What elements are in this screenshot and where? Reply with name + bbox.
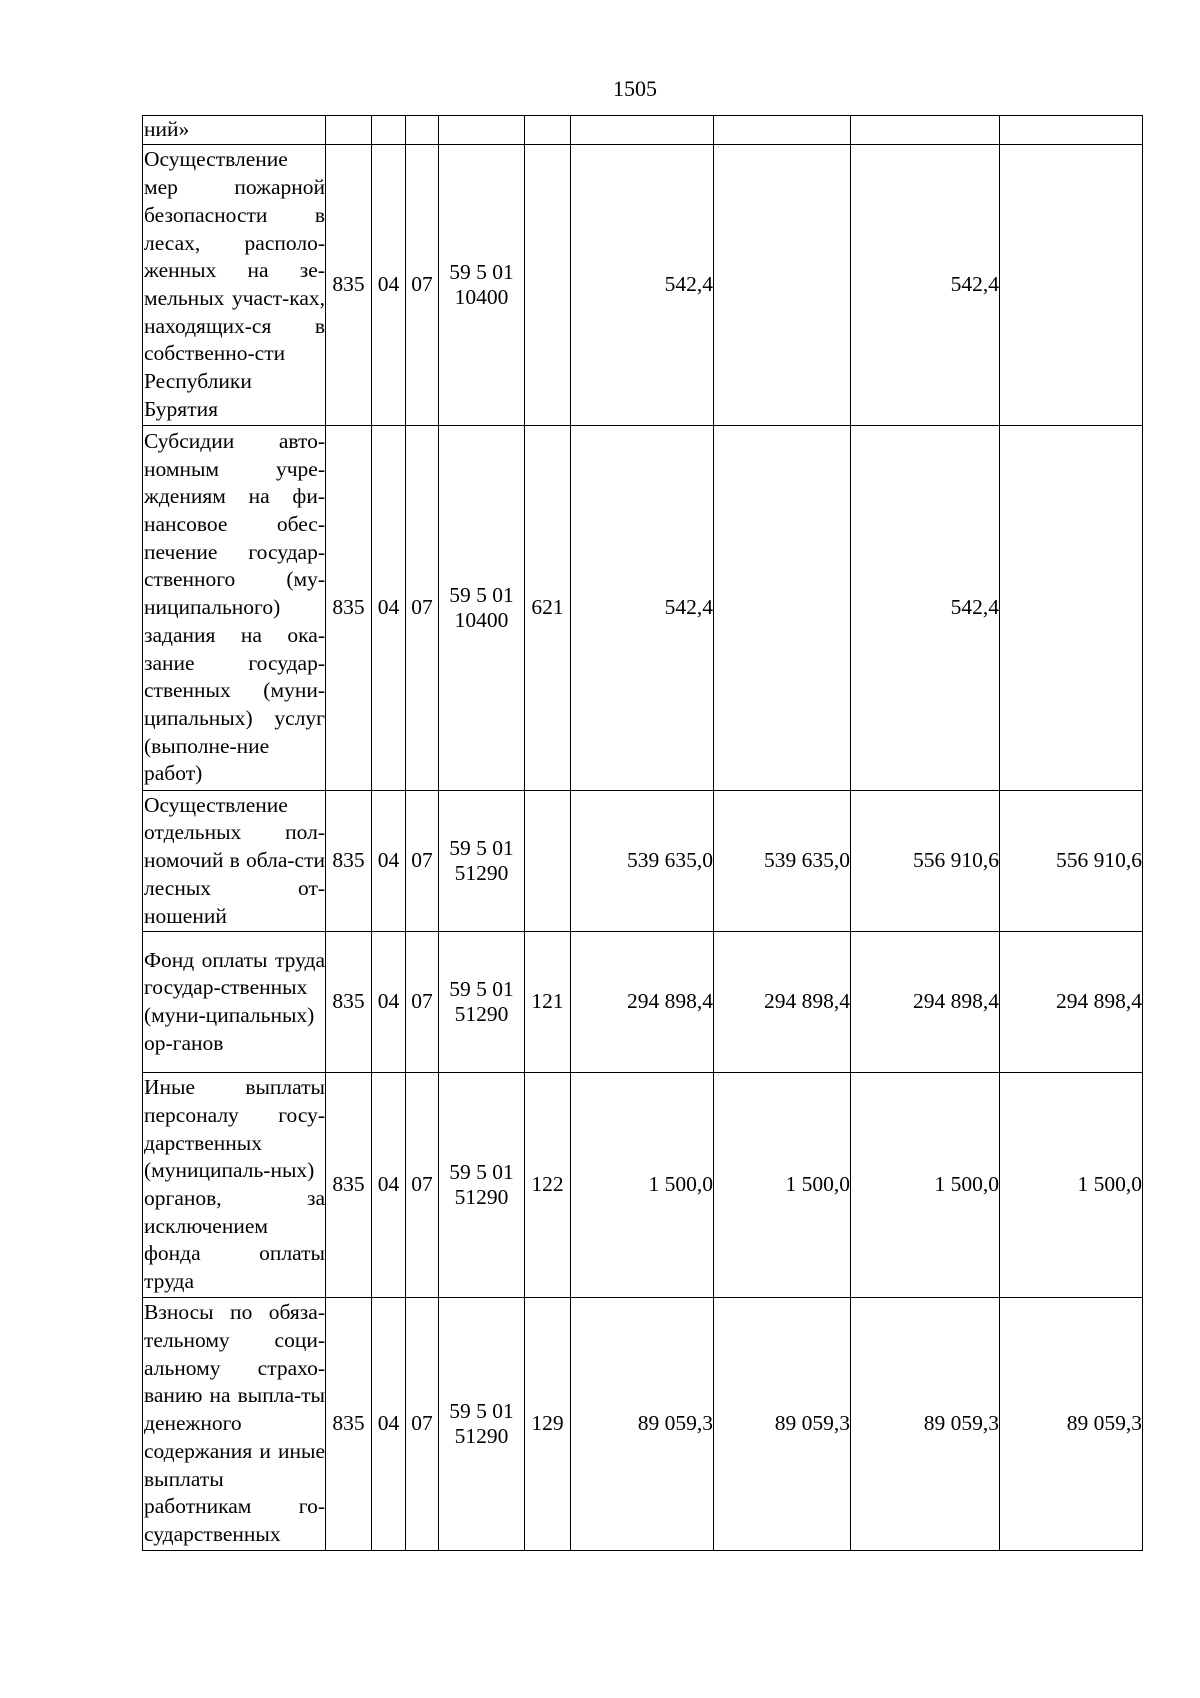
table-row — [143, 1298, 1143, 1551]
section-code: 04 — [372, 145, 406, 426]
item-name: Осуществление отдельных пол-номочий в обла-сти лесных от-ношений — [143, 791, 326, 932]
expense-type: 122 — [525, 1073, 571, 1298]
section-code: 04 — [372, 1073, 406, 1298]
target-article-part: 10400 — [454, 285, 509, 309]
target-article-part: 51290 — [454, 1185, 509, 1209]
item-name: Субсидии авто-номным учре-ждениям на фи-нансовое обес-печение государ-ственного (му-ниципального) задания на ока-зание государ-ственных (муни-ципальных) услуг (выполне-ние работ) — [143, 426, 326, 791]
subsection-code: 07 — [406, 145, 439, 426]
table-row — [143, 145, 1143, 426]
table-row — [143, 1073, 1143, 1298]
target-article — [439, 426, 525, 791]
table-row — [143, 426, 1143, 791]
target-article-part: 59 5 01 — [449, 1160, 514, 1184]
amount-1: 294 898,4 — [571, 932, 714, 1073]
item-name: Осуществление мер пожарной безопасности в лесах, располо-женных на зе-мельных участ-ках, находящих-ся в собственно-сти Республики Бурятия — [143, 145, 326, 426]
section-code: 04 — [372, 1298, 406, 1551]
amount-2: 1 500,0 — [714, 1073, 851, 1298]
amount-2 — [714, 426, 851, 791]
target-article-part: 51290 — [454, 1002, 509, 1026]
amount-1: 542,4 — [571, 426, 714, 791]
amount-3: 89 059,3 — [851, 1298, 1000, 1551]
amount-1 — [571, 116, 714, 145]
amount-1: 542,4 — [571, 145, 714, 426]
amount-3 — [851, 116, 1000, 145]
target-article-part: 59 5 01 — [449, 977, 514, 1001]
subsection-code: 07 — [406, 1073, 439, 1298]
item-name: Взносы по обяза-тельному соци-альному страхо-ванию на выпла-ты денежного содержания и иные выплаты работникам го-сударственных — [143, 1298, 326, 1551]
amount-3: 542,4 — [851, 145, 1000, 426]
expense-type: 621 — [525, 426, 571, 791]
amount-3: 1 500,0 — [851, 1073, 1000, 1298]
subsection-code: 07 — [406, 426, 439, 791]
section-code — [372, 116, 406, 145]
page-number: 1505 — [613, 76, 657, 101]
ministry-code: 835 — [326, 791, 372, 932]
amount-2 — [714, 116, 851, 145]
target-article — [439, 1298, 525, 1551]
amount-3: 542,4 — [851, 426, 1000, 791]
item-name: Фонд оплаты труда государ-ственных (муни-ципальных) ор-ганов — [143, 932, 326, 1073]
target-article-part: 51290 — [454, 861, 509, 885]
target-article-part: 59 5 01 — [449, 1399, 514, 1423]
ministry-code: 835 — [326, 932, 372, 1073]
ministry-code: 835 — [326, 1073, 372, 1298]
ministry-code: 835 — [326, 145, 372, 426]
expense-type: 129 — [525, 1298, 571, 1551]
ministry-code: 835 — [326, 426, 372, 791]
amount-2: 89 059,3 — [714, 1298, 851, 1551]
amount-4: 1 500,0 — [1000, 1073, 1143, 1298]
amount-4: 294 898,4 — [1000, 932, 1143, 1073]
amount-4 — [1000, 116, 1143, 145]
amount-1: 89 059,3 — [571, 1298, 714, 1551]
expense-type — [525, 116, 571, 145]
expense-type — [525, 791, 571, 932]
expense-type — [525, 145, 571, 426]
amount-4 — [1000, 145, 1143, 426]
ministry-code: 835 — [326, 1298, 372, 1551]
target-article — [439, 791, 525, 932]
amount-2: 539 635,0 — [714, 791, 851, 932]
target-article-part: 59 5 01 — [449, 836, 514, 860]
amount-4: 556 910,6 — [1000, 791, 1143, 932]
subsection-code: 07 — [406, 932, 439, 1073]
budget-table — [142, 115, 1143, 1551]
amount-3: 556 910,6 — [851, 791, 1000, 932]
target-article — [439, 145, 525, 426]
subsection-code: 07 — [406, 791, 439, 932]
item-name: ний» — [143, 116, 326, 145]
target-article-part: 51290 — [454, 1424, 509, 1448]
amount-1: 539 635,0 — [571, 791, 714, 932]
subsection-code — [406, 116, 439, 145]
section-code: 04 — [372, 791, 406, 932]
section-code: 04 — [372, 426, 406, 791]
amount-2: 294 898,4 — [714, 932, 851, 1073]
ministry-code — [326, 116, 372, 145]
target-article — [439, 932, 525, 1073]
target-article-part: 59 5 01 — [449, 583, 514, 607]
subsection-code: 07 — [406, 1298, 439, 1551]
table-row — [143, 116, 1143, 145]
amount-4: 89 059,3 — [1000, 1298, 1143, 1551]
amount-3: 294 898,4 — [851, 932, 1000, 1073]
amount-2 — [714, 145, 851, 426]
table-row — [143, 932, 1143, 1073]
amount-4 — [1000, 426, 1143, 791]
target-article — [439, 1073, 525, 1298]
table-row — [143, 791, 1143, 932]
expense-type: 121 — [525, 932, 571, 1073]
section-code: 04 — [372, 932, 406, 1073]
amount-1: 1 500,0 — [571, 1073, 714, 1298]
target-article-part: 59 5 01 — [449, 260, 514, 284]
item-name: Иные выплаты персоналу госу-дарственных (муниципаль-ных) органов, за исключением фонда оплаты труда — [143, 1073, 326, 1298]
target-article-part: 10400 — [454, 608, 509, 632]
target-article — [439, 116, 525, 145]
